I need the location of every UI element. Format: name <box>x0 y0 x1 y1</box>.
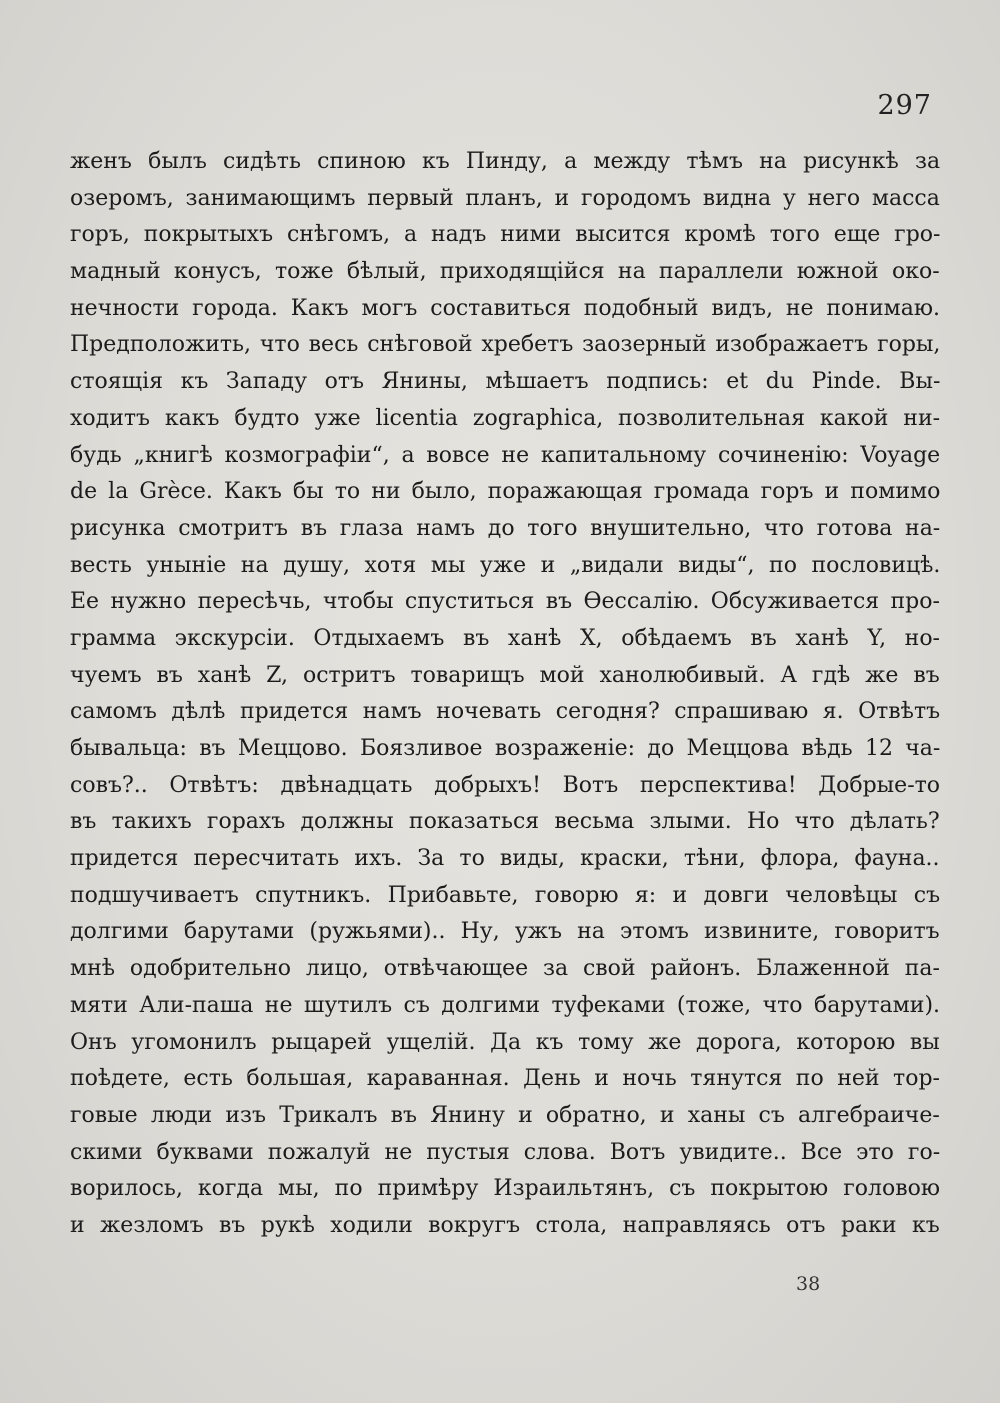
text-line: Предположить, что весь снѣговой хребетъ заозерный изображаетъ горы, <box>70 332 940 358</box>
text-line: будь „книгѣ козмографіи“, а вовсе не капитальному сочиненію: Voyage <box>70 442 940 468</box>
text-line: de la Grèce. Какъ бы то ни было, поражающая громада горъ и помимо <box>70 479 940 505</box>
text-line: нечности города. Какъ могъ составиться подобный видъ, не понимаю. <box>70 295 940 321</box>
text-line: Онъ угомонилъ рыцарей ущелій. Да къ тому же дорога, которою вы <box>70 1029 940 1055</box>
text-line: озеромъ, занимающимъ первый планъ, и городомъ видна у него масса <box>70 185 940 211</box>
page-number: 297 <box>877 90 932 121</box>
text-line: говые люди изъ Трикалъ въ Янину и обратно, и ханы съ алгебраиче- <box>70 1102 940 1128</box>
text-line: мнѣ одобрительно лицо, отвѣчающее за свой районъ. Блаженной па- <box>70 956 940 982</box>
text-line: подшучиваетъ спутникъ. Прибавьте, говорю я: и довги человѣцы съ <box>70 882 940 908</box>
text-line: бывальца: въ Меццово. Боязливое возраженіе: до Меццова вѣдь 12 ча- <box>70 736 940 761</box>
text-line: ходитъ какъ будто уже licentia zographica, позволительная какой ни- <box>70 405 940 431</box>
text-line: грамма экскурсіи. Отдыхаемъ въ ханѣ X, обѣдаемъ въ ханѣ Y, но- <box>70 625 940 651</box>
text-line: мадный конусъ, тоже бѣлый, приходящійся на параллели южной око- <box>70 259 940 285</box>
body-text <box>70 144 940 1245</box>
text-line: придется пересчитать ихъ. За то виды, краски, тѣни, флора, фауна.. <box>70 846 940 872</box>
text-line: совъ?.. Отвѣтъ: двѣнадцать добрыхъ! Вотъ перспектива! Добрые-то <box>70 772 940 798</box>
text-line: горъ, покрытыхъ снѣгомъ, а надъ ними высится кромѣ того еще гро- <box>70 222 940 248</box>
text-line: рисунка смотритъ въ глаза намъ до того внушительно, что готова на- <box>70 515 940 541</box>
text-line: весть уныніе на душу, хотя мы уже и „видали виды“, по пословицѣ. <box>70 552 940 578</box>
text-line: чуемъ въ ханѣ Z, остритъ товарищъ мой ханолюбивый. А гдѣ же въ <box>70 662 940 688</box>
text-line: Ее нужно пересѣчь, чтобы спуститься въ Ѳессалію. Обсуживается про- <box>70 589 940 615</box>
text-line: и жезломъ въ рукѣ ходили вокругъ стола, направляясь отъ раки къ <box>70 1212 940 1238</box>
text-line: женъ былъ сидѣть спиною къ Пинду, а между тѣмъ на рисункѣ за <box>70 149 940 174</box>
text-line: мяти Али-паша не шутилъ съ долгими туфеками (тоже, что барутами). <box>70 992 940 1018</box>
text-line: ворилось, когда мы, по примѣру Израильтянъ, съ покрытою головою <box>70 1176 940 1202</box>
signature-mark: 38 <box>796 1273 821 1295</box>
text-line: долгими барутами (ружьями).. Ну, ужъ на этомъ извините, говоритъ <box>70 919 940 945</box>
text-line: самомъ дѣлѣ придется намъ ночевать сегодня? спрашиваю я. Отвѣтъ <box>70 699 940 725</box>
text-line: поѣдете, есть большая, караванная. День и ночь тянутся по ней тор- <box>70 1066 940 1092</box>
text-line: скими буквами пожалуй не пустыя слова. Вотъ увидите.. Все это го- <box>70 1139 940 1165</box>
text-line: стоящія къ Западу отъ Янины, мѣшаетъ подпись: et du Pinde. Вы- <box>70 369 940 395</box>
text-line: въ такихъ горахъ должны показаться весьма злыми. Но что дѣлать? <box>70 809 940 835</box>
